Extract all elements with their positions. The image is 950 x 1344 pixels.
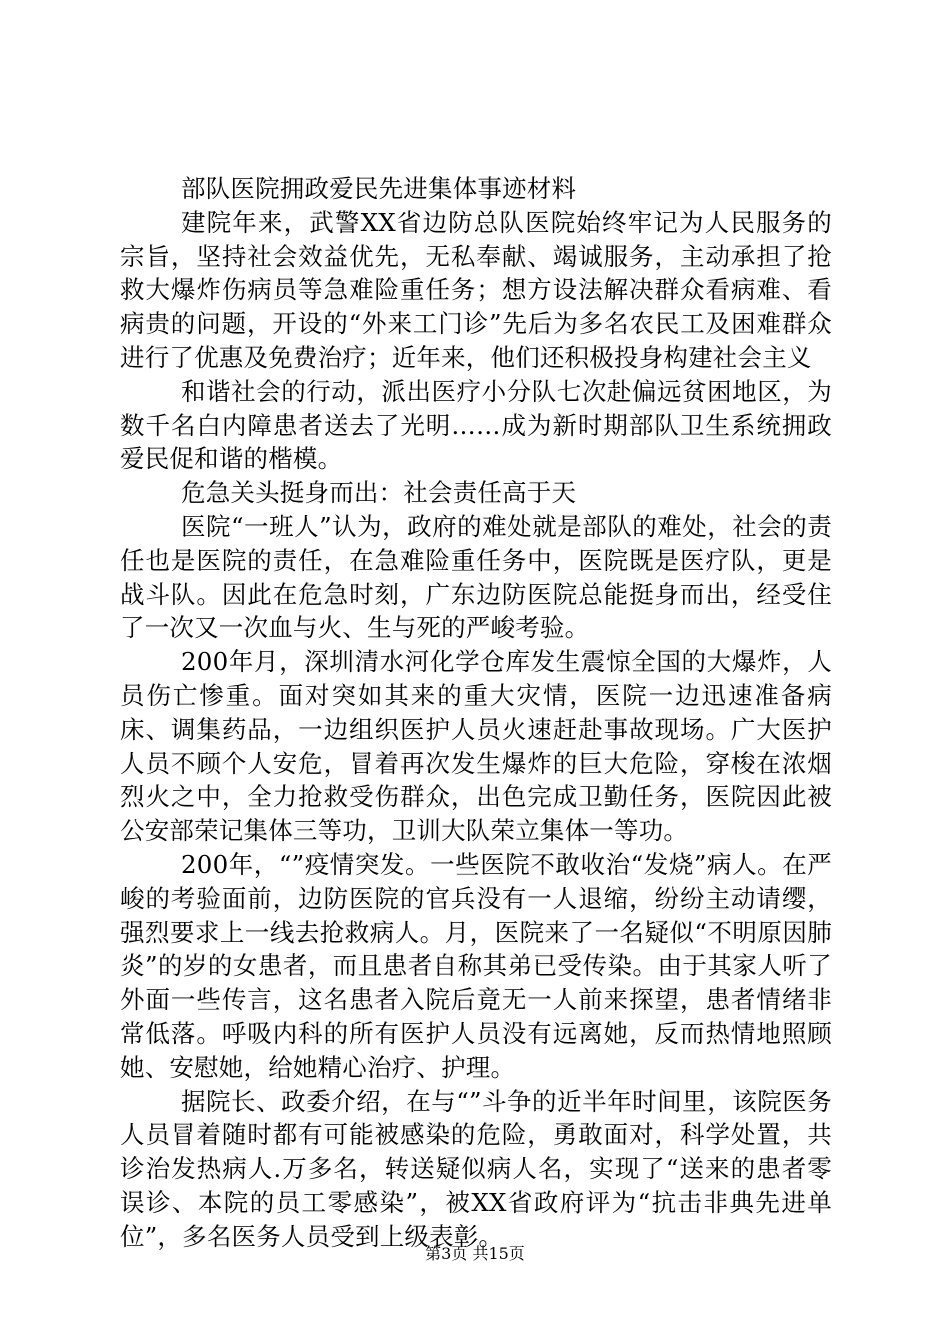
paragraph-summary: 据院长、政委介绍，在与“”斗争的近半年时间里，该院医务人员冒着随时都有可能被感染的危险，勇敢面对，科学处置，共诊治发热病人.万多名，转送疑似病人名，实现了“送来的患者零误诊、本院的员工零感染”，被XX省政府评为“抗击非典先进单位”，多名医务人员受到上级表彰。 [120,1086,832,1251]
document-title: 部队医院拥政爱民先进集体事迹材料 [181,174,577,203]
paragraph-intro: 建院年来，武警XX省边防总队医院始终牢记为人民服务的宗旨，坚持社会效益优先，无私奉献、竭诚服务，主动承担了抢救大爆炸伤病员等急难险重任务；想方设法解决群众看病难、看病贵的问题，开设的“外来工门诊”先后为多名农民工及困难群众进行了优惠及免费治疗；近年来，他们还积极投身构建社会主义 [120,207,832,372]
page-number-footer: 第3页 共15页 [425,1244,525,1263]
section-heading: 危急关头挺身而出：社会责任高于天 [181,478,577,508]
paragraph-explosion: 200年月，深圳清水河化学仓库发生震惊全国的大爆炸，人员伤亡惨重。面对突如其来的重大灾情，医院一边迅速准备病床、调集药品，一边组织医护人员火速赶赴事故现场。广大医护人员不顾个人安危，冒着再次发生爆炸的巨大危险，穿梭在浓烟烈火之中，全力抢救受伤群众，出色完成卫勤任务，医院因此被公安部荣记集体三等功，卫训大队荣立集体一等功。 [120,647,832,846]
document-body [120,172,832,1254]
paragraph-epidemic: 200年，“”疫情突发。一些医院不敢收治“发烧”病人。在严峻的考验面前，边防医院的官兵没有一人退缩，纷纷主动请缨，强烈要求上一线去抢救病人。月，医院来了一名疑似“不明原因肺炎”的岁的女患者，而且患者自称其弟已受传染。由于其家人听了外面一些传言，这名患者入院后竟无一人前来探望，患者情绪非常低落。呼吸内科的所有医护人员没有远离她，反而热情地照顾她、安慰她，给她精心治疗、护理。 [120,849,832,1082]
paragraph-harmony: 和谐社会的行动，派出医疗小分队七次赴偏远贫困地区，为数千名白内障患者送去了光明……成为新时期部队卫生系统拥政爱民促和谐的楷模。 [120,376,832,474]
paragraph-responsibility: 医院“一班人”认为，政府的难处就是部队的难处，社会的责任也是医院的责任，在急难险重任务中，医院既是医疗队，更是战斗队。因此在危急时刻，广东边防医院总能挺身而出，经受住了一次又一次血与火、生与死的严峻考验。 [120,511,832,643]
